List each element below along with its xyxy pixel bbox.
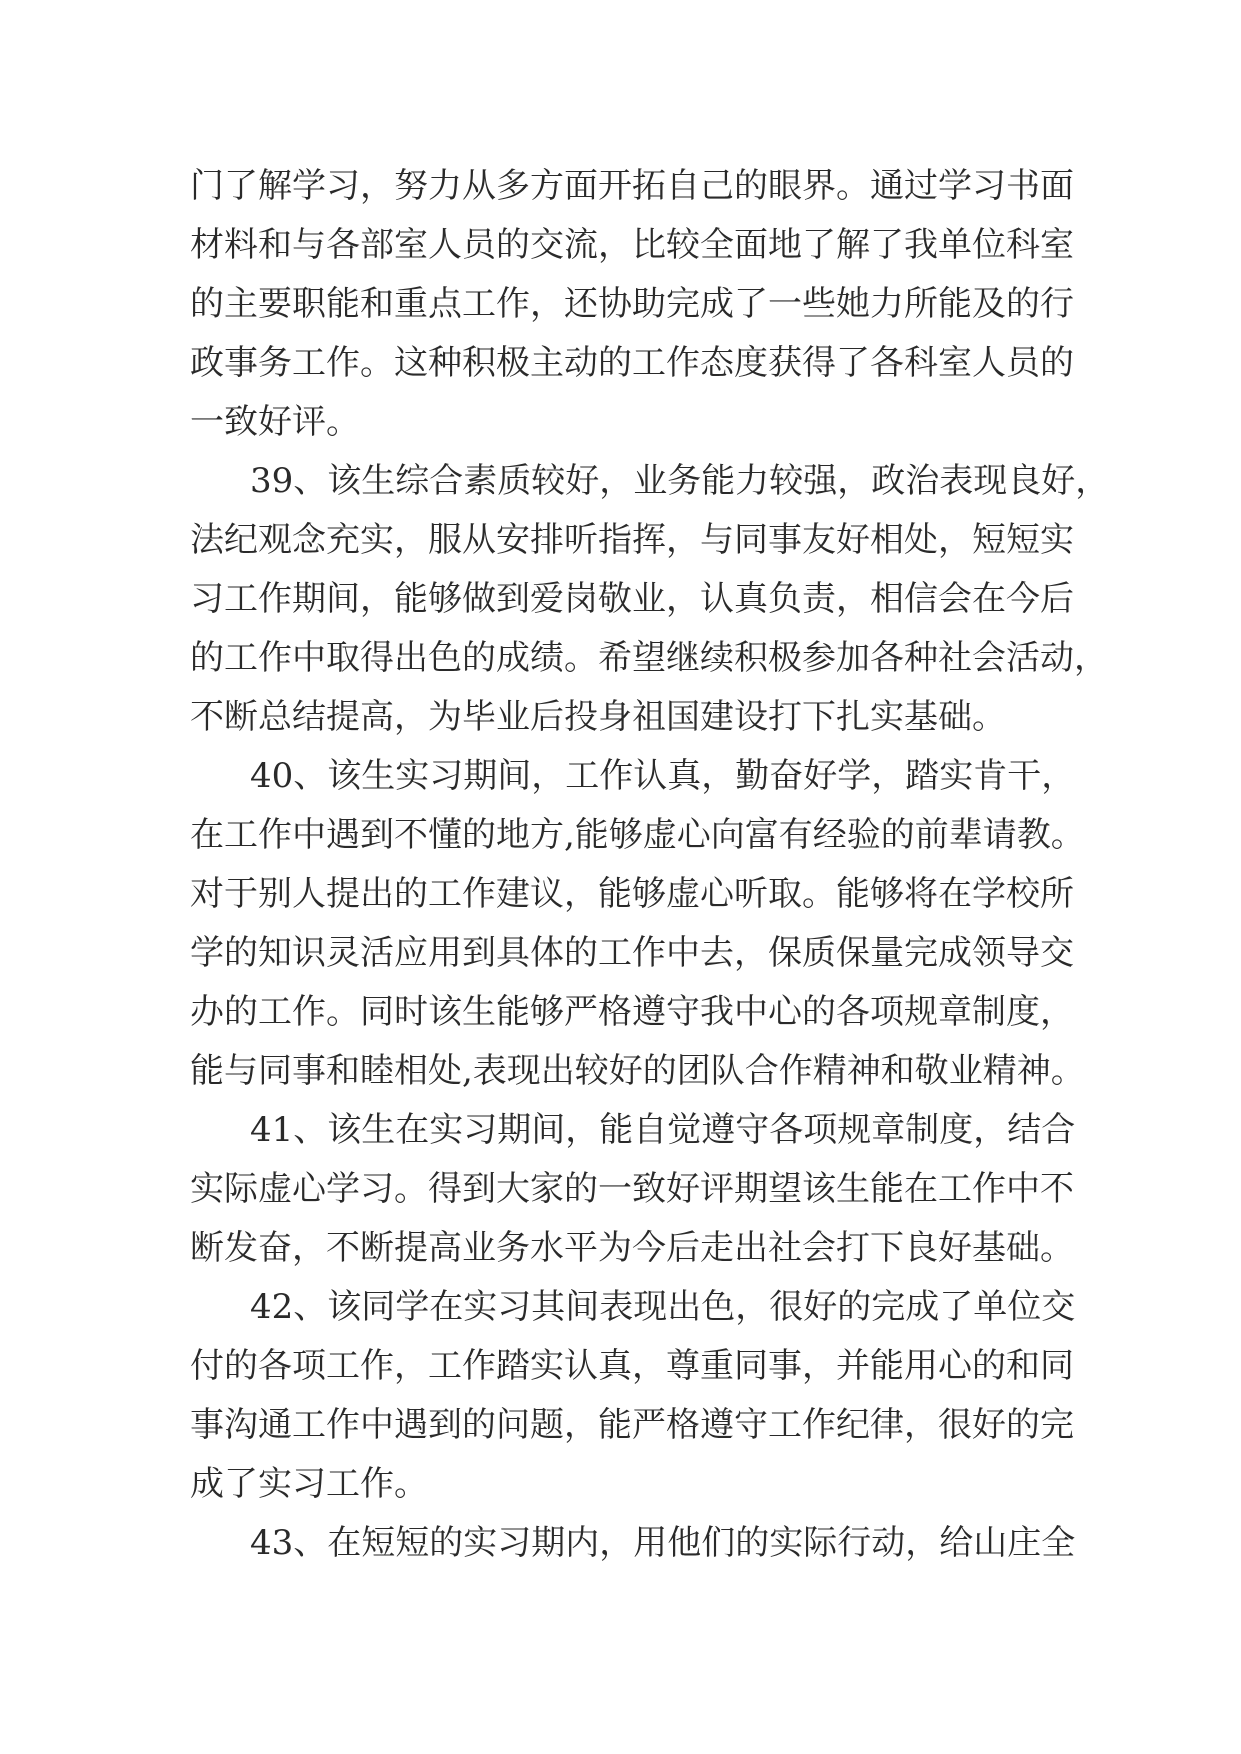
- text-line: 在工作中遇到不懂的地方,能够虚心向富有经验的前辈请教。: [190, 815, 1085, 855]
- text-line: 成了实习工作。: [190, 1464, 428, 1504]
- text-line: 付的各项工作，工作踏实认真，尊重同事，并能用心的和同: [190, 1346, 1074, 1386]
- text-line: 材料和与各部室人员的交流，比较全面地了解了我单位科室: [190, 225, 1074, 265]
- text-line: 事沟通工作中遇到的问题，能严格遵守工作纪律，很好的完: [190, 1405, 1074, 1445]
- document-body: [190, 157, 1110, 1573]
- text-line: 习工作期间，能够做到爱岗敬业，认真负责，相信会在今后: [190, 579, 1074, 619]
- text-line: 法纪观念充实，服从安排听指挥，与同事友好相处，短短实: [190, 520, 1074, 560]
- text-line: 办的工作。同时该生能够严格遵守我中心的各项规章制度，: [190, 992, 1074, 1032]
- text-line: 学的知识灵活应用到具体的工作中去，保质保量完成领导交: [190, 933, 1074, 973]
- text-line: 能与同事和睦相处,表现出较好的团队合作精神和敬业精神。: [190, 1051, 1085, 1091]
- text-line: 实际虚心学习。得到大家的一致好评期望该生能在工作中不: [190, 1169, 1074, 1209]
- text-line: 的工作中取得出色的成绩。希望继续积极参加各种社会活动，: [190, 638, 1108, 678]
- paragraph-start-42: 42、该同学在实习其间表现出色，很好的完成了单位交: [250, 1287, 1076, 1327]
- text-line: 一致好评。: [190, 402, 360, 442]
- paragraph-start-40: 40、该生实习期间，工作认真，勤奋好学，踏实肯干，: [250, 756, 1076, 796]
- text-line: 不断总结提高，为毕业后投身祖国建设打下扎实基础。: [190, 697, 1006, 737]
- text-line: 的主要职能和重点工作，还协助完成了一些她力所能及的行: [190, 284, 1074, 324]
- text-line: 政事务工作。这种积极主动的工作态度获得了各科室人员的: [190, 343, 1074, 383]
- paragraph-start-39: 39、该生综合素质较好，业务能力较强，政治表现良好，: [250, 461, 1110, 501]
- text-line: 对于别人提出的工作建议，能够虚心听取。能够将在学校所: [190, 874, 1074, 914]
- paragraph-start-41: 41、该生在实习期间，能自觉遵守各项规章制度，结合: [250, 1110, 1076, 1150]
- text-line: 断发奋，不断提高业务水平为今后走出社会打下良好基础。: [190, 1228, 1074, 1268]
- text-line: 门了解学习，努力从多方面开拓自己的眼界。通过学习书面: [190, 166, 1074, 206]
- paragraph-start-43: 43、在短短的实习期内，用他们的实际行动，给山庄全: [250, 1523, 1076, 1563]
